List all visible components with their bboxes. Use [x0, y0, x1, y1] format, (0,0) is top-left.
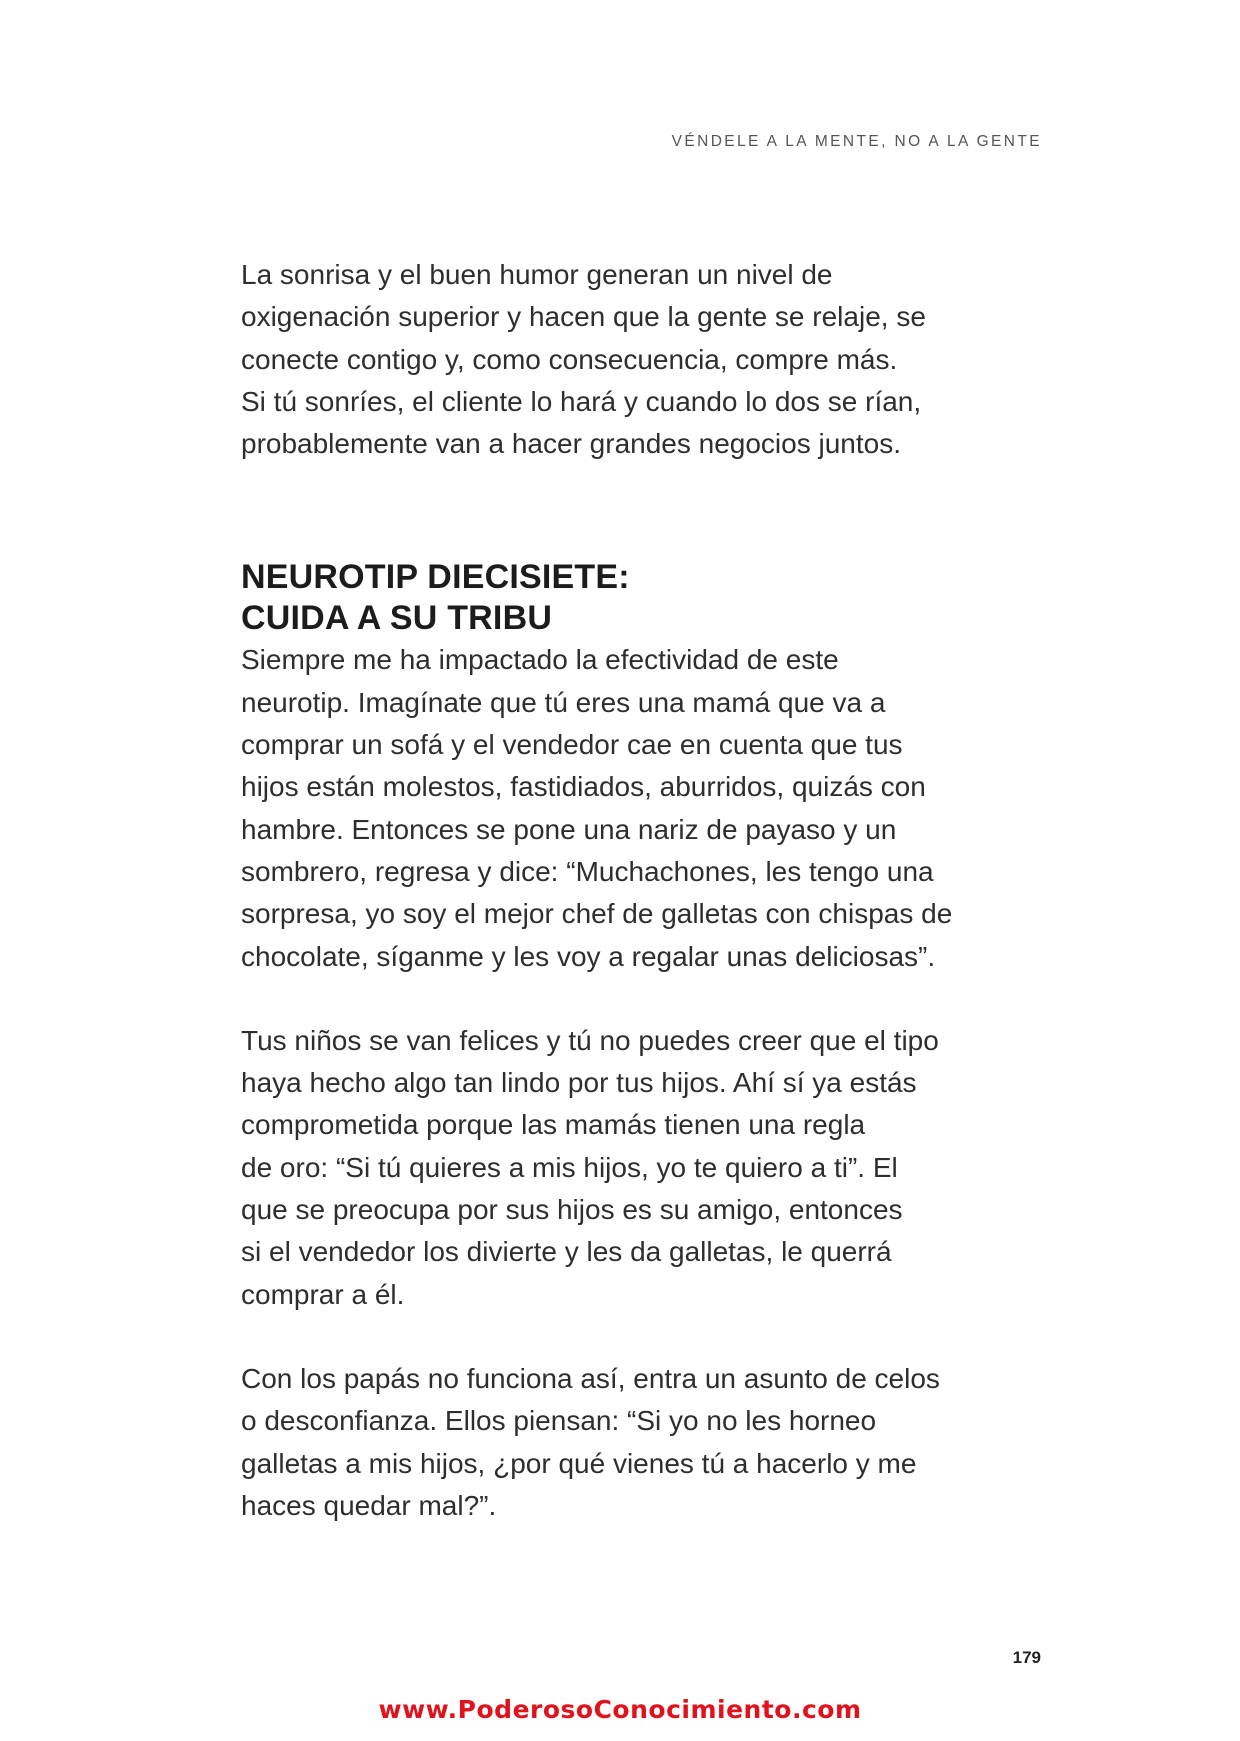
text-line: comprometida porque las mamás tienen una regla	[241, 1109, 866, 1141]
paragraph-fathers	[241, 1358, 1061, 1527]
text-line: o desconfianza. Ellos piensan: “Si yo no les horneo	[241, 1405, 877, 1437]
text-line: de oro: “Si tú quieres a mis hijos, yo te quiero a ti”. El	[241, 1151, 898, 1183]
watermark-link[interactable]: www.PoderosoConocimiento.com	[378, 1695, 862, 1724]
text-line: Siempre me ha impactado la efectividad de este	[241, 644, 839, 676]
section-heading	[241, 557, 1061, 639]
text-line: chocolate, síganme y les voy a regalar unas deliciosas”.	[241, 940, 936, 972]
text-line: oxigenación superior y hacen que la gente se relaje, se	[241, 301, 926, 333]
text-line: neurotip. Imagínate que tú eres una mamá que va a	[241, 686, 886, 718]
text-line: hijos están molestos, fastidiados, aburridos, quizás con	[241, 771, 926, 803]
text-line: haya hecho algo tan lindo por tus hijos. Ahí sí ya estás	[241, 1067, 917, 1099]
text-line: Tus niños se van felices y tú no puedes creer que el tipo	[241, 1024, 939, 1056]
text-line: si el vendedor los divierte y les da galletas, le querrá	[241, 1236, 892, 1268]
text-line: La sonrisa y el buen humor generan un nivel de	[241, 259, 833, 290]
page-number: 179	[1012, 1648, 1041, 1667]
text-line: galletas a mis hijos, ¿por qué vienes tú a hacerlo y me	[241, 1447, 917, 1479]
page-content	[241, 254, 1061, 1527]
running-header: VÉNDELE A LA MENTE, NO A LA GENTE	[671, 133, 1042, 150]
heading-line: NEUROTIP DIECISIETE:	[241, 558, 630, 597]
text-line: conecte contigo y, como consecuencia, compre más.	[241, 343, 898, 375]
heading-line: CUIDA A SU TRIBU	[241, 599, 553, 638]
text-line: probablemente van a hacer grandes negocios juntos.	[241, 428, 901, 460]
text-line: que se preocupa por sus hijos es su amigo, entonces	[241, 1194, 903, 1226]
paragraph-sofa-story	[241, 639, 1061, 977]
text-line: comprar un sofá y el vendedor cae en cuenta que tus	[241, 729, 903, 761]
text-line: comprar a él.	[241, 1278, 405, 1310]
text-line: haces quedar mal?”.	[241, 1489, 497, 1521]
text-line: Si tú sonríes, el cliente lo hará y cuando lo dos se rían,	[241, 385, 922, 417]
text-line: hambre. Entonces se pone una nariz de payaso y un	[241, 813, 897, 845]
text-line: Con los papás no funciona así, entra un asunto de celos	[241, 1362, 940, 1394]
text-line: sorpresa, yo soy el mejor chef de galletas con chispas de	[241, 898, 953, 930]
paragraph-golden-rule	[241, 1020, 1061, 1316]
paragraph-smile	[241, 254, 1061, 465]
text-line: sombrero, regresa y dice: “Muchachones, les tengo una	[241, 855, 934, 887]
